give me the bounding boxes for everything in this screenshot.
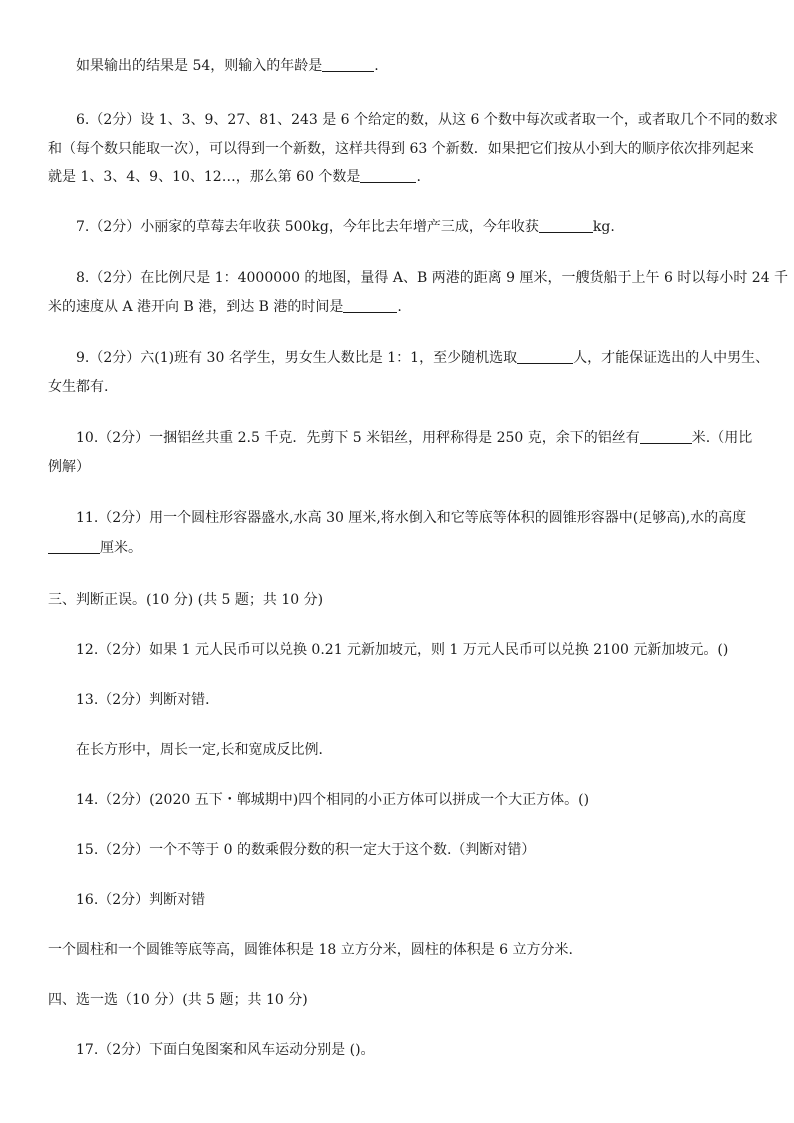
question-8-line-2 (48, 297, 402, 317)
text: 14.（2分）(2020 五下・郸城期中)四个相同的小正方体可以拼成一个大正方体。() (76, 792, 590, 808)
text: 人，才能保证选出的人中男生、 (573, 350, 770, 366)
answer-blank[interactable] (640, 429, 692, 444)
text: 9.（2分）六(1)班有 30 名学生，男女生人数比是 1：1，至少随机选取 (76, 350, 518, 366)
answer-blank[interactable] (322, 57, 374, 72)
text: . (397, 299, 402, 315)
text: 12.（2分）如果 1 元人民币可以兑换 0.21 元新加坡元，则 1 万元人民币可以兑换 2100 元新加坡元。() (76, 642, 729, 658)
text: 10.（2分）一捆铝丝共重 2.5 千克．先剪下 5 米铝丝，用秤称得是 250 克，余下的铝丝有 (76, 430, 640, 446)
text: 四、选一选（10 分）(共 5 题；共 10 分) (48, 992, 308, 1008)
question-6-line-1 (76, 110, 778, 130)
question-16 (76, 890, 205, 910)
text: 厘米。 (100, 540, 142, 556)
question-15 (76, 840, 535, 860)
question-13 (76, 690, 219, 710)
question-8-line-1 (76, 268, 788, 288)
question-14 (76, 790, 589, 810)
question-6-line-2 (48, 139, 754, 159)
question-11-line-2 (48, 538, 142, 558)
question-7 (76, 217, 615, 237)
text: 女生都有. (48, 379, 109, 395)
question-13-statement (76, 740, 332, 760)
text: 如果输出的结果是 54，则输入的年龄是 (76, 58, 323, 74)
question-16-statement (48, 940, 573, 960)
text: 例解） (48, 459, 90, 475)
answer-blank[interactable] (48, 539, 100, 554)
question-9-line-2 (48, 377, 108, 397)
question-6-line-3 (48, 167, 421, 187)
text: 8.（2分）在比例尺是 1：4000000 的地图，量得 A、B 两港的距离 9 厘米，一艘货船于上午 6 时以每小时 24 千 (76, 270, 789, 286)
text: 17.（2分）下面白兔图案和风车运动分别是 ()。 (76, 1042, 375, 1058)
question-10-line-1 (76, 428, 752, 448)
answer-blank[interactable] (517, 349, 573, 364)
text: 在长方形中，周长一定,长和宽成反比例． (76, 742, 333, 758)
text: . (416, 169, 421, 185)
text: 就是 1、3、4、9、10、12…，那么第 60 个数是 (48, 169, 361, 185)
text: 米的速度从 A 港开向 B 港，到达 B 港的时间是 (48, 299, 344, 315)
text: kg. (592, 219, 615, 235)
text: 米.（用比 (691, 430, 753, 446)
question-9-line-1 (76, 348, 769, 368)
section-3-heading (48, 590, 323, 610)
text: 和（每个数只能取一次），可以得到一个新数，这样共得到 63 个新数．如果把它们按从小到大的顺序依次排列起来 (48, 141, 754, 157)
text: 13.（2分）判断对错． (76, 692, 220, 708)
question-11-line-1 (76, 508, 746, 528)
section-4-heading (48, 990, 308, 1010)
question-12 (76, 640, 728, 660)
text: 16.（2分）判断对错 (76, 892, 206, 908)
text: 15.（2分）一个不等于 0 的数乘假分数的积一定大于这个数.（判断对错） (76, 842, 536, 858)
text: 6.（2分）设 1、3、9、27、81、243 是 6 个给定的数，从这 6 个数中每次或者取一个，或者取几个不同的数求 (76, 112, 778, 128)
answer-blank[interactable] (343, 298, 397, 313)
text: 一个圆柱和一个圆锥等底等高，圆锥体积是 18 立方分米，圆柱的体积是 6 立方分米. (48, 942, 573, 958)
text: 三、判断正误。(10 分) (共 5 题；共 10 分) (48, 592, 324, 608)
line-age-answer (76, 56, 379, 76)
text: 7.（2分）小丽家的草莓去年收获 500kg，今年比去年增产三成，今年收获 (76, 219, 539, 235)
text: 11.（2分）用一个圆柱形容器盛水,水高 30 厘米,将水倒入和它等底等体积的圆锥形容器中(足够高),水的高度 (76, 510, 747, 526)
answer-blank[interactable] (539, 218, 593, 233)
question-10-line-2 (48, 457, 90, 477)
question-17 (76, 1040, 375, 1060)
text: . (374, 58, 379, 74)
answer-blank[interactable] (360, 168, 416, 183)
